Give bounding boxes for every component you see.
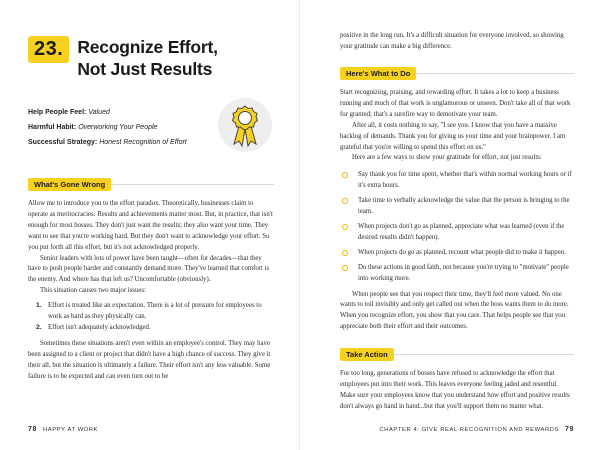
paragraph: Start recognizing, praising, and rewarding effort. It takes a lot to keep a business running and much of that work is unglamorous or unseen. Don't take all of that work for granted; that's a surefire way to demotivate your team. — [340, 89, 571, 118]
strategy-box — [28, 105, 187, 150]
list-item — [340, 263, 574, 285]
list-item — [36, 301, 274, 323]
paragraph: This situation causes two major issues: — [40, 287, 146, 295]
paragraph: Here are a few ways to show your gratitude for effort, not just results: — [352, 154, 542, 162]
paragraph: When people see that you respect their time, they'll feel more valued. No one wants to toil invisibly and only get called out when the boss wants them to do more. When you recognize effort, you show that you care. That helps people see that you appreciate both their effort and their outcomes. — [340, 290, 569, 331]
list-item — [340, 222, 574, 244]
help-value: Valued — [88, 109, 110, 116]
list-item — [340, 196, 574, 218]
chapter-header — [28, 36, 227, 80]
paragraph: Senior leaders with lots of power have been taught—often for decades—that they have to push people harder and constantly demand more. They've learned that comfort is the enemy. And where has that left us? Uncomfortable (obviously). — [28, 254, 270, 284]
paragraph: For too long, generations of bosses have refused to acknowledge the effort that employees put into their work. This leaves everyone feeling jaded and resentful. Make sure your employees know that you understand how effort and positive results don't always go hand in hand...but that you'll support them no matter what. — [340, 370, 570, 410]
list-item — [340, 170, 574, 192]
list-text: When projects don't go as planned, appreciate what was learned (even if the desired results didn't happen). — [358, 222, 565, 241]
list-text: Take time to verbally acknowledge the value that the person is bringing to the team. — [358, 197, 570, 216]
bullet-icon — [342, 265, 348, 271]
list-number: 2. — [36, 323, 42, 331]
right-footer — [379, 426, 574, 433]
right-page — [300, 0, 600, 450]
paragraph: positive in the long run. It's a difficult situation for everyone involved, so showing your gratitude can make a big difference. — [340, 32, 564, 50]
section-heading-heres-what-to-do: Here's What to Do — [340, 67, 416, 80]
running-title: HAPPY AT WORK — [43, 427, 99, 433]
strategy-value: Honest Recognition of Effort — [99, 139, 187, 146]
right-body-text — [340, 88, 574, 333]
paragraph: Allow me to introduce you to the effort paradox. Theoretically, businesses claim to operate as meritocracies: Results and achievements matter most. But, in practice, that isn't enough for most bosses. They don't just want the results; they also want your time. They want to see that you're working hard. But they don't want to acknowledge your effort. So you put forth all this effort, but it's not acknowledged properly. — [28, 200, 273, 251]
list-item — [36, 323, 274, 334]
paragraph: After all, it costs nothing to say, "I see you. I know that you have a massive backlog of demands. Thank you for giving us your time and your brainpower. I am grateful that you're willing to spend this effort on us." — [340, 121, 566, 151]
right-bottom-text — [340, 369, 574, 413]
issues-list — [36, 301, 274, 334]
right-top-text — [340, 31, 574, 53]
list-item — [340, 248, 574, 259]
habit-label: Harmful Habit: — [28, 124, 77, 131]
bullet-icon — [342, 250, 348, 256]
habit-value: Overworking Your People — [78, 124, 158, 131]
gratitude-list — [340, 170, 574, 284]
page-number: 78 — [28, 426, 37, 433]
list-text: Say thank you for time spent, whether that's within normal working hours or if it's extra hours. — [358, 171, 572, 190]
section-heading-whats-gone-wrong: What's Gone Wrong — [28, 178, 111, 191]
bullet-icon — [342, 224, 348, 230]
list-text: When projects do go as planned, recount what people did to make it happen. — [358, 248, 566, 256]
list-text: Effort isn't adequately acknowledged. — [48, 323, 151, 331]
chapter-title: Recognize Effort, Not Just Results — [77, 37, 218, 79]
running-title: CHAPTER 4: GIVE REAL RECOGNITION AND REWARDS — [379, 427, 559, 433]
list-text: Do these actions in good faith, not because you're trying to "motivate" people into working more. — [358, 263, 569, 282]
chapter-number-badge: 23. — [28, 36, 69, 63]
strategy-label: Successful Strategy: — [28, 139, 98, 146]
list-text: Effort is treated like an expectation. There is a lot of pressure for employees to work as hard as they physically can. — [48, 302, 262, 321]
award-ribbon-icon — [216, 96, 274, 154]
section-heading-take-action: Take Action — [340, 348, 394, 361]
help-label: Help People Feel: — [28, 109, 87, 116]
left-body-text — [28, 199, 274, 383]
left-footer — [28, 426, 98, 433]
bullet-icon — [342, 198, 348, 204]
list-number: 1. — [36, 302, 42, 310]
paragraph: Sometimes these situations aren't even within an employee's control. They may have been assigned to a client or project that didn't have a high chance of success. They give it their all, but the situation is ultimately a failure. Their effort isn't any less valuable. Some failure is to be expected and can even turn out to be — [28, 339, 271, 380]
page-number: 79 — [565, 426, 574, 433]
bullet-icon — [342, 172, 348, 178]
